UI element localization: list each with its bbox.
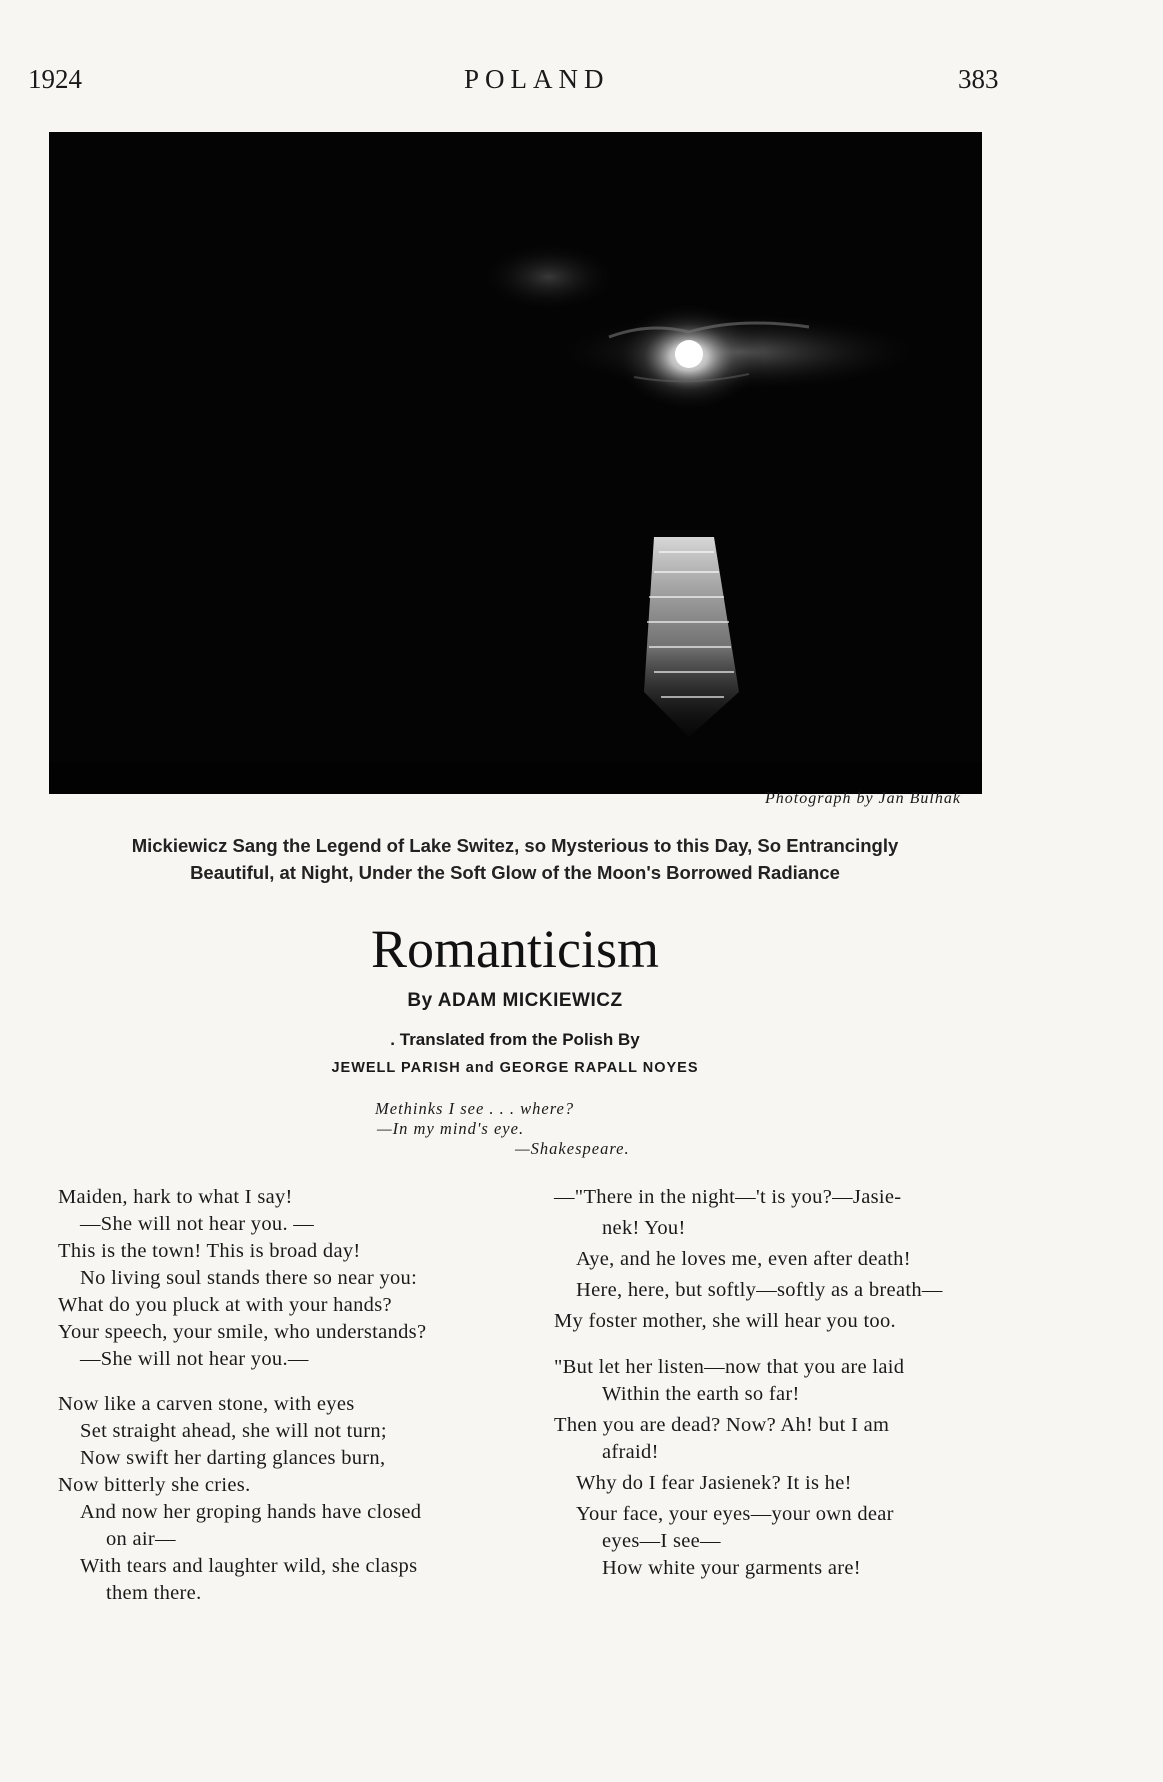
poem-line: —"There in the night—'t is you?—Jasie- [554,1186,902,1208]
poem-line: "But let her listen—now that you are laid [554,1356,905,1378]
header-year: 1924 [28,64,82,94]
poem-line: Why do I fear Jasienek? It is he! [576,1472,852,1494]
poem-line: Your speech, your smile, who understands? [58,1321,427,1343]
epigraph [375,1099,675,1159]
caption-line-2: Beautiful, at Night, Under the Soft Glow of the Moon's Borrowed Radiance [190,862,840,883]
epigraph-line-1: Methinks I see . . . where? [375,1099,575,1118]
translators-names: JEWELL PARISH and GEORGE RAPALL NOYES [331,1060,699,1076]
photo-caption [60,832,970,886]
poem-line: Set straight ahead, she will not turn; [80,1420,387,1442]
poem-line: —She will not hear you. — [80,1213,315,1235]
poem-column-left [58,1184,518,1607]
poem-line: No living soul stands there so near you: [80,1267,418,1289]
poem-line: Then you are dead? Now? Ah! but I am [554,1414,890,1436]
header-magazine-title: POLAND [464,64,610,94]
poem-line: eyes—I see— [602,1530,721,1552]
stanza-break [58,1373,518,1391]
poem-line: With tears and laughter wild, she clasps [80,1555,418,1577]
poem-line: This is the town! This is broad day! [58,1240,361,1262]
poem-line: Here, here, but softly—softly as a breath— [576,1279,943,1301]
article-byline: By ADAM MICKIEWICZ [407,990,623,1011]
moonlight-over-lake-icon [49,132,982,794]
page-header [28,64,1163,104]
poem-line: My foster mother, she will hear you too. [554,1310,896,1332]
poem-line: Within the earth so far! [602,1383,800,1405]
poem-line: Maiden, hark to what I say! [58,1186,293,1208]
moonlight-photo [49,132,982,794]
poem-line: them there. [106,1582,202,1604]
poem-line: How white your garments are! [602,1557,861,1579]
poem-line: Your face, your eyes—your own dear [576,1503,894,1525]
poem-line: Now like a carven stone, with eyes [58,1393,355,1415]
caption-line-1: Mickiewicz Sang the Legend of Lake Switez, so Mysterious to this Day, So Entrancingly [131,835,899,856]
stanza-break [554,1339,1024,1354]
translation-credit: . Translated from the Polish By [390,1030,640,1049]
poem-line: Now bitterly she cries. [58,1474,251,1496]
poem-line: nek! You! [602,1217,686,1239]
photo-credit: Photograph by Jan Bulhak [765,790,961,807]
poem-line: Aye, and he loves me, even after death! [576,1248,911,1270]
poem-line: What do you pluck at with your hands? [58,1294,392,1316]
poem-column-right [554,1184,1024,1582]
article-title: Romanticism [371,919,659,979]
epigraph-line-2: —In my mind's eye. [377,1119,525,1138]
poem-line: —She will not hear you.— [80,1348,309,1370]
header-page-number: 383 [958,64,999,94]
poem-line: on air— [106,1528,176,1550]
epigraph-attribution: —Shakespeare. [515,1139,630,1158]
poem-line: And now her groping hands have closed [80,1501,422,1523]
poem-line: afraid! [602,1441,659,1463]
poem-line: Now swift her darting glances burn, [80,1447,386,1469]
